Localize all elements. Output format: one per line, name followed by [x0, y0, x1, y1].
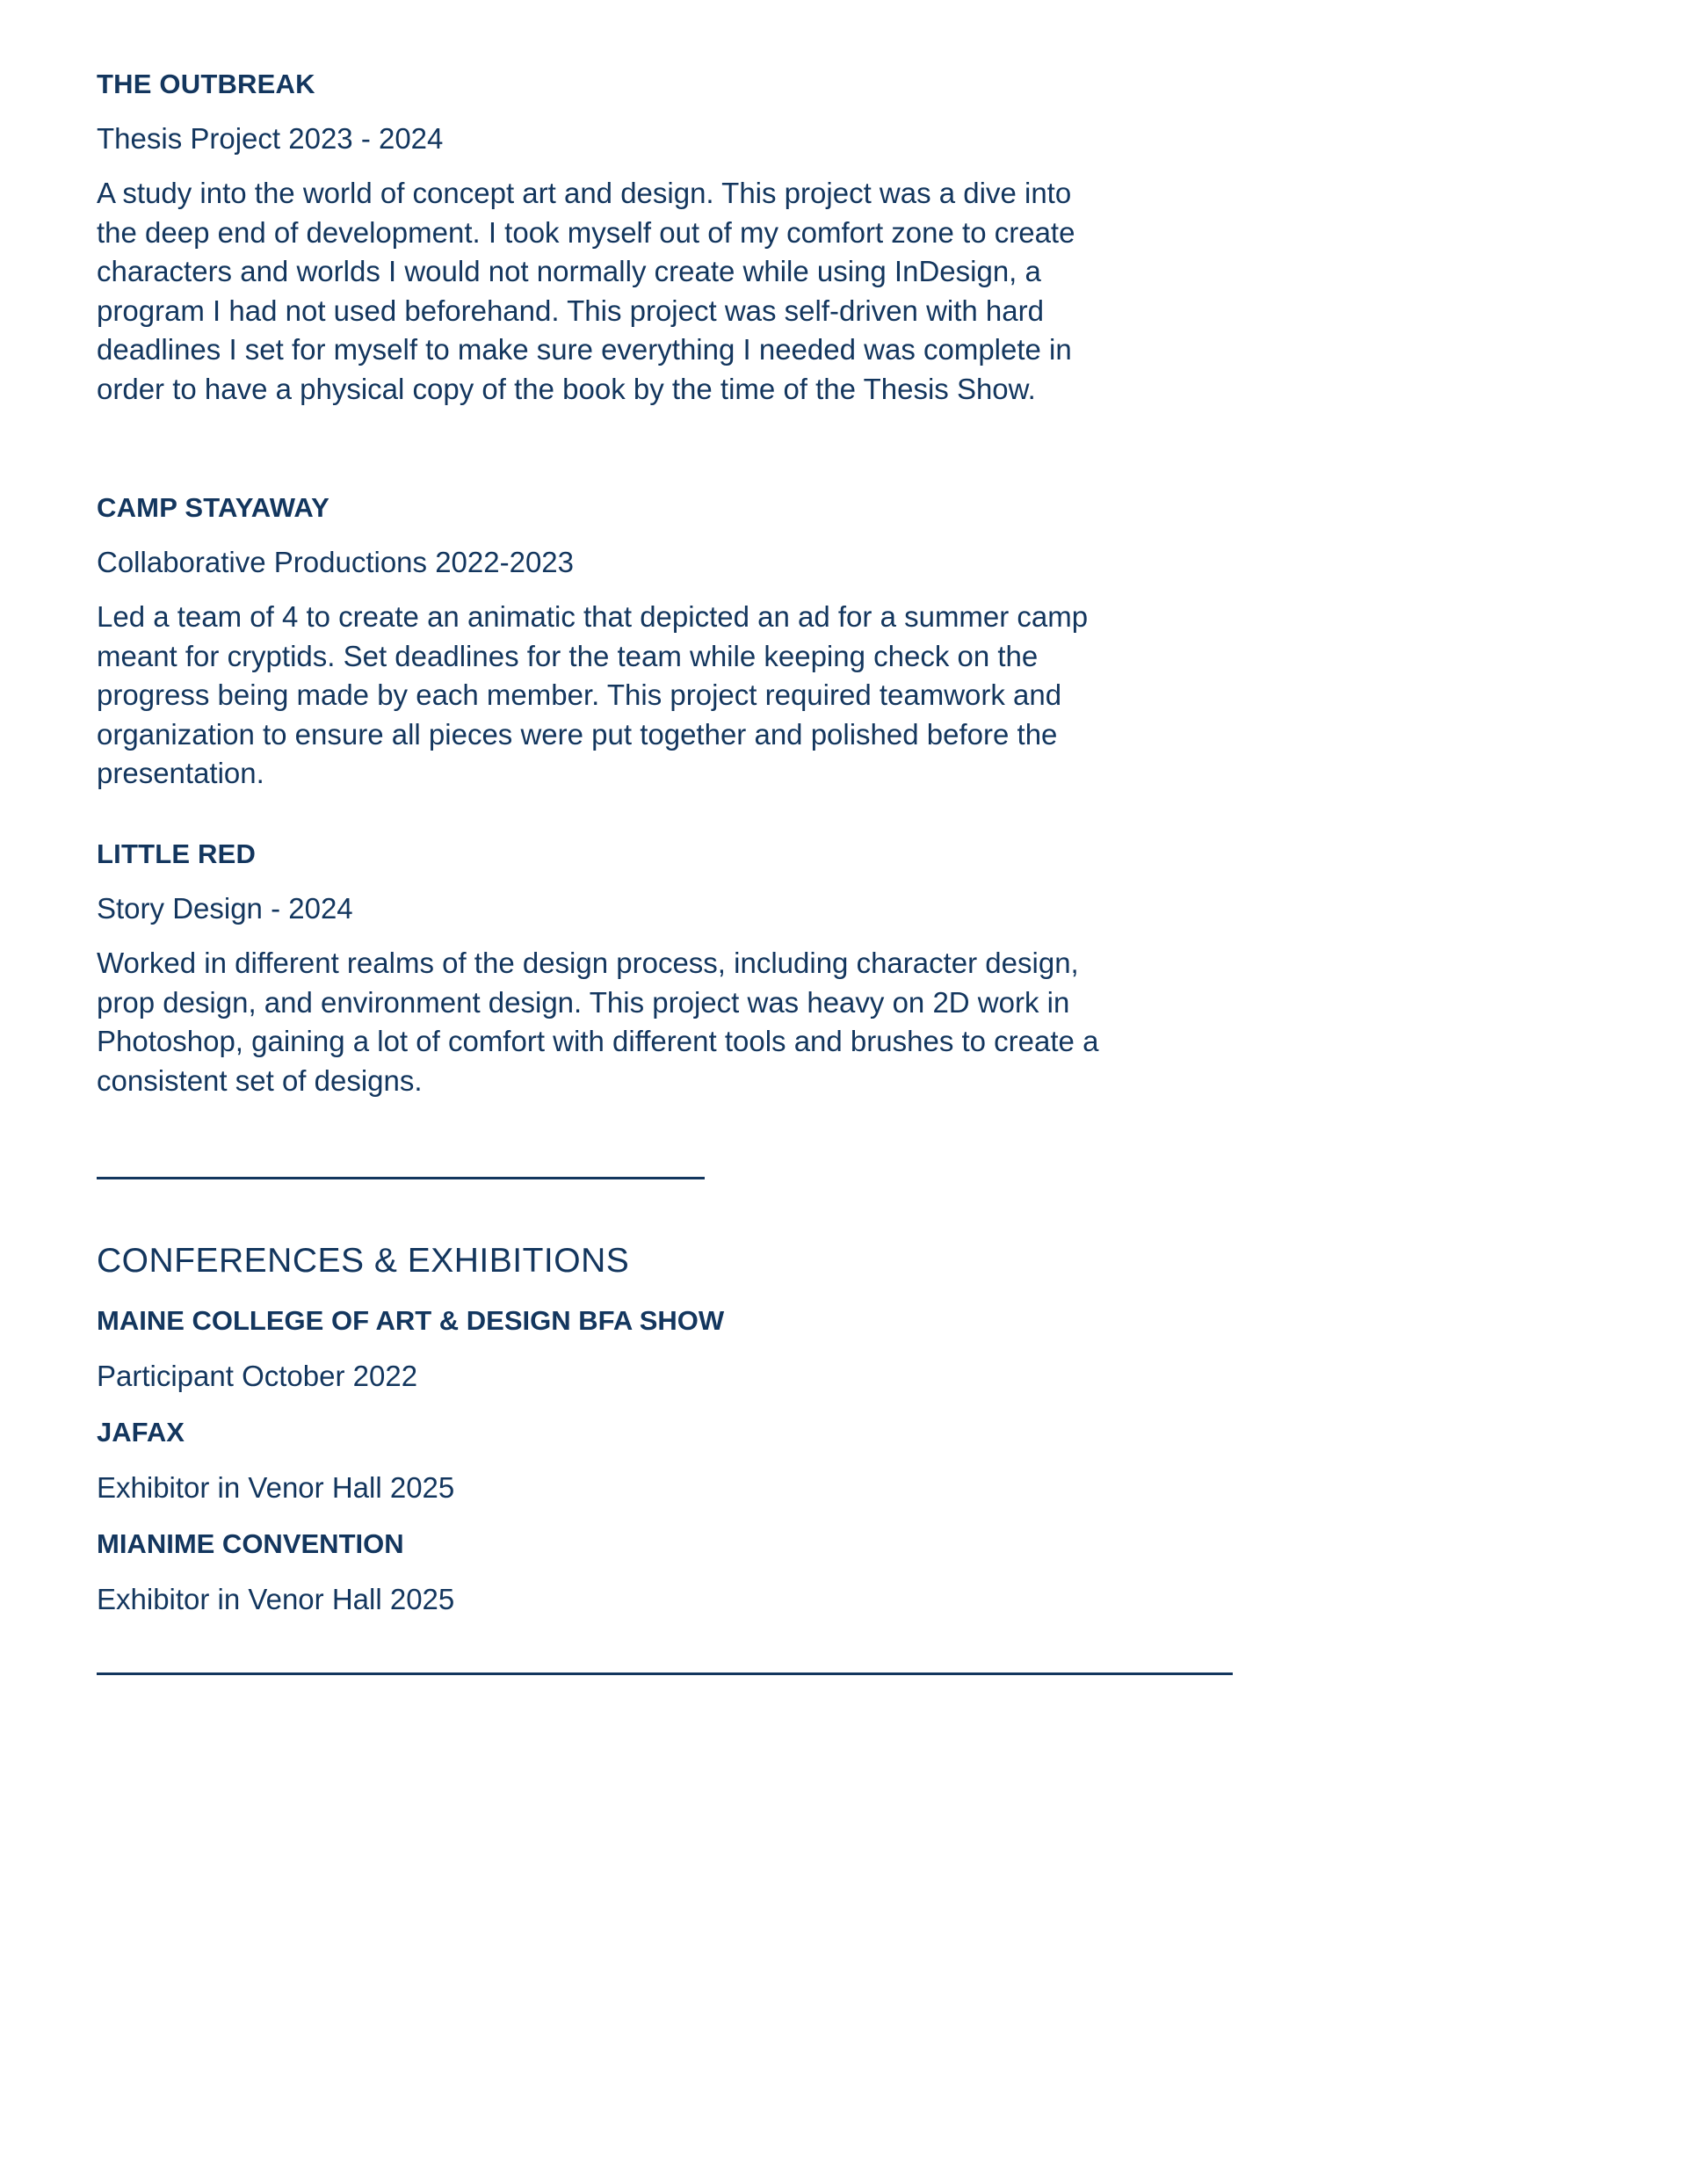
section-divider	[97, 1672, 1233, 1675]
project-subtitle: Collaborative Productions 2022-2023	[97, 546, 575, 578]
project-description: Led a team of 4 to create an animatic that depicted an ad for a summer camp meant for cryptids. Set deadlines for the team while keeping check on the progress being made by each member. This project required teamwork and organization to ensure all pieces were put together and polished before the presentation.	[97, 600, 1089, 789]
project-subtitle: Thesis Project 2023 - 2024	[97, 122, 444, 155]
section-divider	[97, 1177, 705, 1179]
conference-title: MIANIME CONVENTION	[97, 1528, 404, 1559]
conference-detail: Exhibitor in Venor Hall 2025	[97, 1583, 455, 1615]
conference-detail: Participant October 2022	[97, 1360, 418, 1392]
project-title: LITTLE RED	[97, 838, 257, 869]
project-little-red	[97, 837, 1107, 1100]
project-camp-stayaway	[97, 490, 1107, 794]
conference-title: JAFAX	[97, 1417, 185, 1448]
conference-title: MAINE COLLEGE OF ART & DESIGN BFA SHOW	[97, 1305, 725, 1336]
conferences-heading: CONFERENCES & EXHIBITIONS	[97, 1242, 630, 1280]
project-description: A study into the world of concept art and design. This project was a dive into the deep end of development. I took myself out of my comfort zone to create characters and worlds I would not normally create while using InDesign, a program I had not used beforehand. This project was self-driven with hard deadlines I set for myself to make sure everything I needed was complete in order to have a physical copy of the book by the time of the Thesis Show.	[97, 177, 1075, 405]
conference-detail: Exhibitor in Venor Hall 2025	[97, 1471, 455, 1504]
project-title: CAMP STAYAWAY	[97, 492, 330, 523]
project-subtitle: Story Design - 2024	[97, 892, 353, 925]
project-description: Worked in different realms of the design process, including character design, prop design, and environment design. This project was heavy on 2D work in Photoshop, gaining a lot of comfort with different tools and brushes to create a consistent set of designs.	[97, 947, 1099, 1097]
project-the-outbreak	[97, 67, 1107, 409]
project-title: THE OUTBREAK	[97, 69, 315, 99]
